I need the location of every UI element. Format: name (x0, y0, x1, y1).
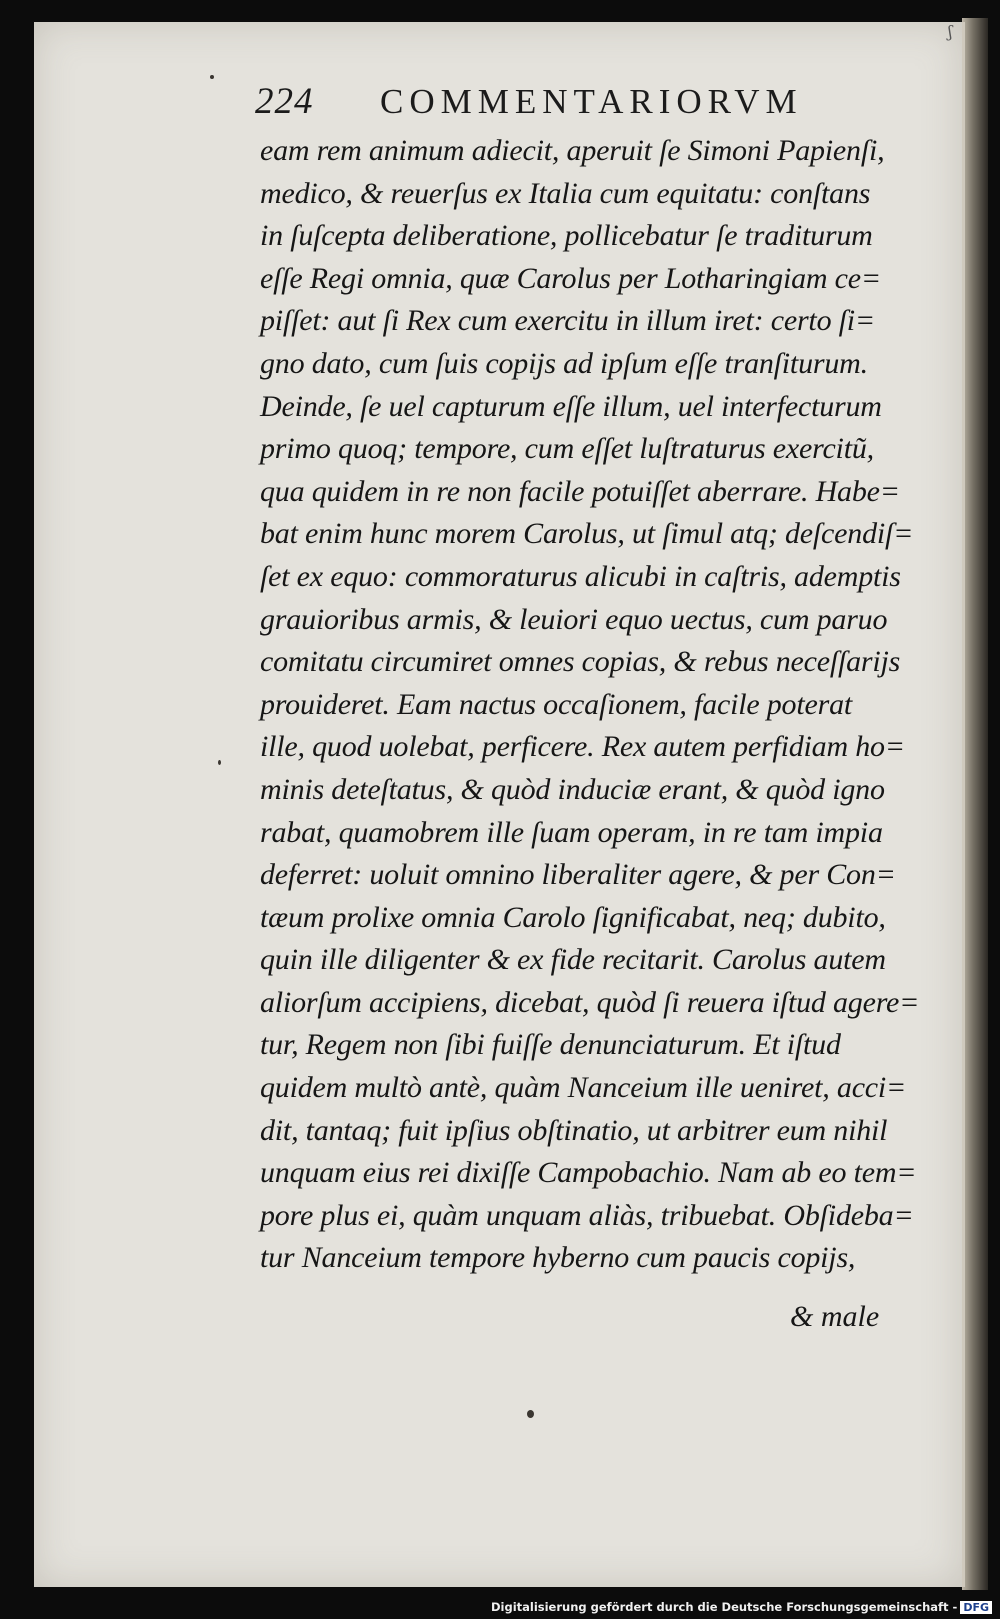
text-line: grauioribus armis, & leuiori equo uectus, cum paruo (260, 602, 888, 636)
text-line: tæum prolixe omnia Carolo ſignificabat, neq; dubito, (260, 900, 886, 934)
text-line: eam rem animum adiecit, aperuit ſe Simoni Papienſi, (260, 134, 885, 167)
text-line: Deinde, ſe uel capturum eſſe illum, uel interfecturum (260, 389, 882, 423)
text-line: minis deteſtatus, & quòd induciæ erant, & quòd igno (260, 772, 885, 806)
text-line: medico, & reuerſus ex Italia cum equitatu: conſtans (260, 176, 871, 210)
text-line: comitatu circumiret omnes copias, & rebus neceſſarijs (260, 645, 901, 679)
text-line: primo quoq; tempore, cum eſſet luſtraturus exercitũ, (260, 432, 874, 466)
text-line: ille, quod uolebat, perficere. Rex autem perfidiam ho= (260, 730, 905, 764)
text-line: aliorſum accipiens, dicebat, quòd ſi reuera iſtud agere= (260, 985, 920, 1019)
text-line: piſſet: aut ſi Rex cum exercitu in illum iret: certo ſi= (260, 304, 875, 338)
text-line: qua quidem in re non facile potuiſſet aberrare. Habe= (260, 474, 900, 508)
text-line: rabat, quamobrem ille ſuam operam, in re tam impia (260, 815, 883, 849)
text-line: ſet ex equo: commoraturus alicubi in caſtris, ademptis (260, 559, 901, 593)
running-head: COMMENTARIORVM (380, 82, 803, 121)
text-line: eſſe Regi omnia, quæ Carolus per Lotharingiam ce= (260, 261, 881, 295)
ink-speck (527, 1410, 534, 1418)
corner-mark: ʃ (948, 22, 953, 41)
dfg-logo: DFG (960, 1601, 992, 1614)
page-edge (962, 18, 988, 1590)
text-line: tur Nanceium tempore hyberno cum paucis copijs, (260, 1241, 856, 1275)
text-line: in ſuſcepta deliberatione, pollicebatur ſe traditurum (260, 219, 873, 253)
footer-credit (0, 1600, 992, 1614)
text-line: pore plus ei, quàm unquam aliàs, tribuebat. Obſideba= (260, 1198, 914, 1232)
text-line: bat enim hunc morem Carolus, ut ſimul atq; deſcendiſ= (260, 517, 914, 551)
text-line: quidem multò antè, quàm Nanceium ille ueniret, acci= (260, 1071, 907, 1105)
footer-credit-text: Digitalisierung gefördert durch die Deutsche Forschungsgemeinschaft - (490, 1600, 958, 1614)
text-line: deferret: uoluit omnino liberaliter agere, & per Con= (260, 858, 896, 892)
page-header (255, 80, 905, 130)
body-text (260, 130, 960, 1280)
text-line: quin ille diligenter & ex fide recitarit. Carolus autem (260, 943, 886, 977)
ink-speck (218, 760, 221, 765)
text-line: gno dato, cum ſuis copijs ad ipſum eſſe tranſiturum. (260, 346, 868, 380)
text-line: dit, tantaq; fuit ipſius obſtinatio, ut arbitrer eum nihil (260, 1113, 888, 1147)
text-line: prouideret. Eam nactus occaſionem, facile poterat (260, 687, 853, 721)
ink-speck (210, 75, 214, 79)
text-line: tur, Regem non ſibi fuiſſe denunciaturum. Et iſtud (260, 1028, 841, 1062)
catchword: & male (790, 1300, 880, 1333)
text-line: unquam eius rei dixiſſe Campobachio. Nam ab eo tem= (260, 1156, 917, 1190)
page-number: 224 (255, 81, 314, 122)
